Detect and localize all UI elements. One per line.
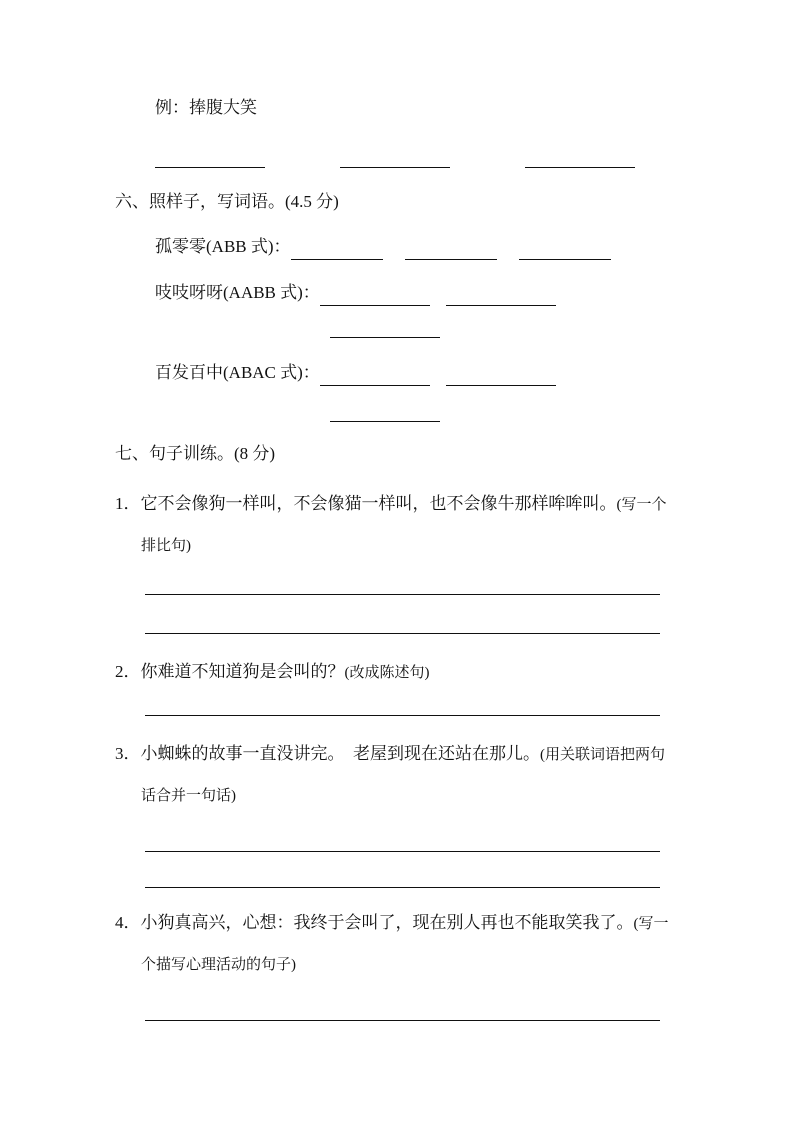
question-number: 4． xyxy=(115,913,141,932)
answer-line xyxy=(145,595,660,634)
question-text: 你难道不知道狗是会叫的？ xyxy=(140,662,345,681)
answer-line xyxy=(145,566,660,595)
answer-line xyxy=(145,693,660,716)
question-note: (写一个描写心理活动的句子) xyxy=(141,916,669,973)
answer-blank xyxy=(330,403,440,422)
word-prompt: 百发百中(ABAC 式)： xyxy=(155,363,320,382)
question-text: 小蜘蛛的故事一直没讲完。 老屋到现在还站在那儿。 xyxy=(140,744,540,763)
answer-blank xyxy=(155,149,265,168)
question-text: 小狗真高兴，心想：我终于会叫了，现在别人再也不能取笑我了。 xyxy=(140,913,634,932)
question-text: 它不会像狗一样叫，不会像猫一样叫，也不会像牛那样哞哞叫。 xyxy=(140,494,617,513)
blank-row xyxy=(330,402,678,424)
example-text: 例：捧腹大笑 xyxy=(155,98,257,117)
question-note: (用关联词语把两句话合并一句话) xyxy=(141,747,665,804)
answer-blank xyxy=(320,287,430,306)
answer-blank xyxy=(519,241,611,260)
answer-blank xyxy=(330,319,440,338)
question-1 xyxy=(115,484,678,566)
blank-row xyxy=(330,318,678,340)
question-4 xyxy=(115,903,678,985)
word-prompt: 吱吱呀呀(AABB 式)： xyxy=(155,283,320,302)
answer-blank xyxy=(340,149,450,168)
question-note: (写一个排比句) xyxy=(141,497,667,554)
answer-blank xyxy=(405,241,497,260)
word-item-aabb xyxy=(155,280,678,306)
answer-line xyxy=(145,816,660,852)
question-number: 3． xyxy=(115,744,141,763)
answer-blank xyxy=(291,241,383,260)
word-item-abb xyxy=(155,234,678,260)
word-item-abac xyxy=(155,360,678,386)
question-number: 1． xyxy=(115,494,141,513)
answer-blank xyxy=(525,149,635,168)
answer-blank xyxy=(446,287,556,306)
blank-row xyxy=(155,148,678,170)
question-2 xyxy=(115,652,678,693)
answer-line xyxy=(145,852,660,888)
question-note: (改成陈述句) xyxy=(344,665,430,681)
answer-blank xyxy=(320,367,430,386)
answer-line xyxy=(145,985,660,1021)
section-7-heading: 七、句子训练。(8 分) xyxy=(115,444,276,463)
answer-blank xyxy=(446,367,556,386)
question-3 xyxy=(115,734,678,816)
section-6-heading: 六、照样子，写词语。(4.5 分) xyxy=(115,192,339,211)
question-number: 2． xyxy=(115,662,141,681)
word-prompt: 孤零零(ABB 式)： xyxy=(155,237,291,256)
